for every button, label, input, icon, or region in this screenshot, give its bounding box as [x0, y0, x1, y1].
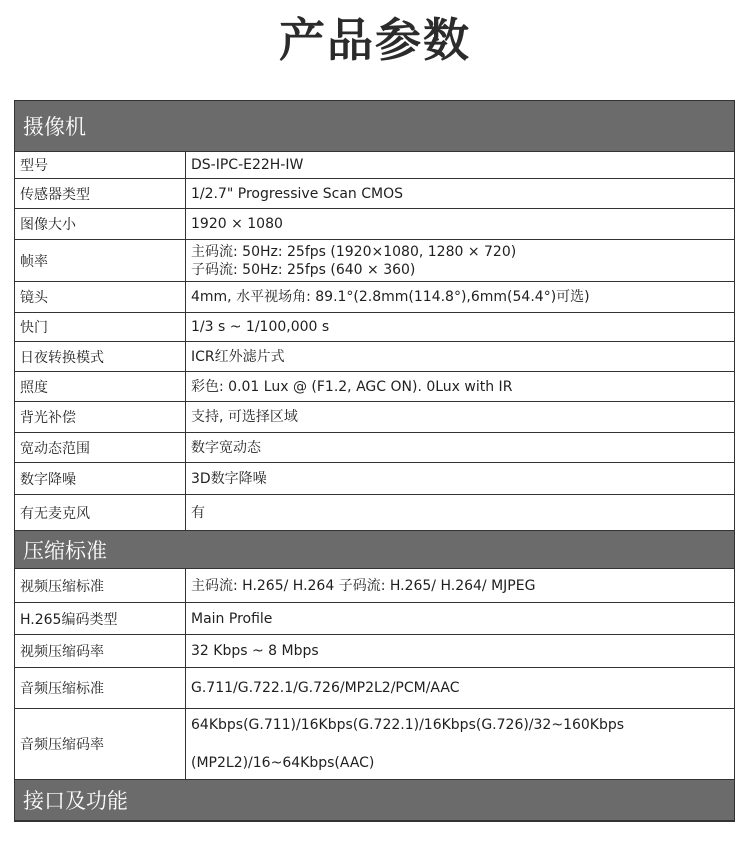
spec-row: [15, 282, 734, 313]
spec-label: 帧率: [15, 240, 186, 281]
spec-value-line: (MP2L2)/16~64Kbps(AAC): [191, 755, 375, 771]
spec-value-line: 主码流: H.265/ H.264 子码流: H.265/ H.264/ MJPEG: [191, 577, 536, 594]
spec-value: [186, 313, 734, 341]
spec-label: 音频压缩标准: [15, 668, 186, 708]
spec-row: [15, 209, 734, 240]
spec-value: [186, 463, 734, 494]
spec-row: [15, 635, 734, 668]
spec-label: 有无麦克风: [15, 495, 186, 530]
spec-value: [186, 179, 734, 208]
spec-row: [15, 433, 734, 463]
spec-value: [186, 433, 734, 462]
spec-row: [15, 569, 734, 603]
spec-label: 快门: [15, 313, 186, 341]
spec-table: [14, 100, 735, 822]
spec-value-line: Main Profile: [191, 610, 273, 627]
spec-value: [186, 569, 734, 602]
spec-row: [15, 402, 734, 433]
spec-value-line: 彩色: 0.01 Lux @ (F1.2, AGC ON). 0Lux with IR: [191, 378, 513, 395]
page-title: 产品参数: [279, 13, 471, 67]
spec-value-line: 有: [191, 504, 205, 521]
spec-row: [15, 463, 734, 495]
spec-value: [186, 152, 734, 178]
spec-value-line: 32 Kbps ~ 8 Mbps: [191, 643, 319, 659]
spec-row: [15, 313, 734, 342]
spec-row: [15, 603, 734, 635]
spec-row: [15, 495, 734, 531]
spec-value-line: 数字宽动态: [191, 439, 261, 456]
spec-value-line: G.711/G.722.1/G.726/MP2L2/PCM/AAC: [191, 680, 460, 696]
spec-value-line: 主码流: 50Hz: 25fps (1920×1080, 1280 × 720): [191, 243, 517, 260]
spec-row: [15, 152, 734, 179]
spec-value-line: 1920 × 1080: [191, 216, 283, 232]
spec-label: 日夜转换模式: [15, 342, 186, 371]
spec-label: 型号: [15, 152, 186, 178]
spec-label: 背光补偿: [15, 402, 186, 432]
spec-value-line: 子码流: 50Hz: 25fps (640 × 360): [191, 261, 416, 278]
spec-label: 镜头: [15, 282, 186, 312]
spec-value-line: 64Kbps(G.711)/16Kbps(G.722.1)/16Kbps(G.726)/32~160Kbps: [191, 717, 625, 733]
spec-label: 传感器类型: [15, 179, 186, 208]
spec-label: 图像大小: [15, 209, 186, 239]
section-header: 压缩标准: [15, 531, 734, 569]
section-header: 接口及功能: [15, 780, 734, 821]
spec-row: [15, 179, 734, 209]
spec-value-line: ICR红外滤片式: [191, 348, 285, 365]
spec-value: [186, 342, 734, 371]
spec-value: [186, 372, 734, 401]
section-header: 摄像机: [15, 101, 734, 152]
spec-label: 照度: [15, 372, 186, 401]
spec-label: 数字降噪: [15, 463, 186, 494]
spec-value: [186, 668, 734, 708]
spec-value-line: 1/2.7" Progressive Scan CMOS: [191, 185, 404, 202]
spec-value: [186, 209, 734, 239]
spec-value-line: 支持, 可选择区域: [191, 409, 298, 425]
spec-row: [15, 342, 734, 372]
spec-value-line: 3D数字降噪: [191, 470, 267, 487]
spec-row: [15, 709, 734, 780]
spec-value: [186, 635, 734, 667]
spec-value-line: 1/3 s ~ 1/100,000 s: [191, 319, 330, 335]
spec-row: [15, 372, 734, 402]
spec-value: [186, 402, 734, 432]
spec-label: H.265编码类型: [15, 603, 186, 634]
spec-label: 视频压缩码率: [15, 635, 186, 667]
spec-value: [186, 495, 734, 530]
spec-row: [15, 240, 734, 282]
spec-value-line: 4mm, 水平视场角: 89.1°(2.8mm(114.8°),6mm(54.4°)可选): [191, 289, 590, 305]
spec-row: [15, 668, 734, 709]
spec-value: [186, 709, 734, 779]
spec-value-line: DS-IPC-E22H-IW: [191, 157, 304, 173]
spec-label: 宽动态范围: [15, 433, 186, 462]
spec-label: 音频压缩码率: [15, 709, 186, 779]
spec-value: [186, 240, 734, 281]
spec-value: [186, 282, 734, 312]
spec-label: 视频压缩标准: [15, 569, 186, 602]
spec-value: [186, 603, 734, 634]
